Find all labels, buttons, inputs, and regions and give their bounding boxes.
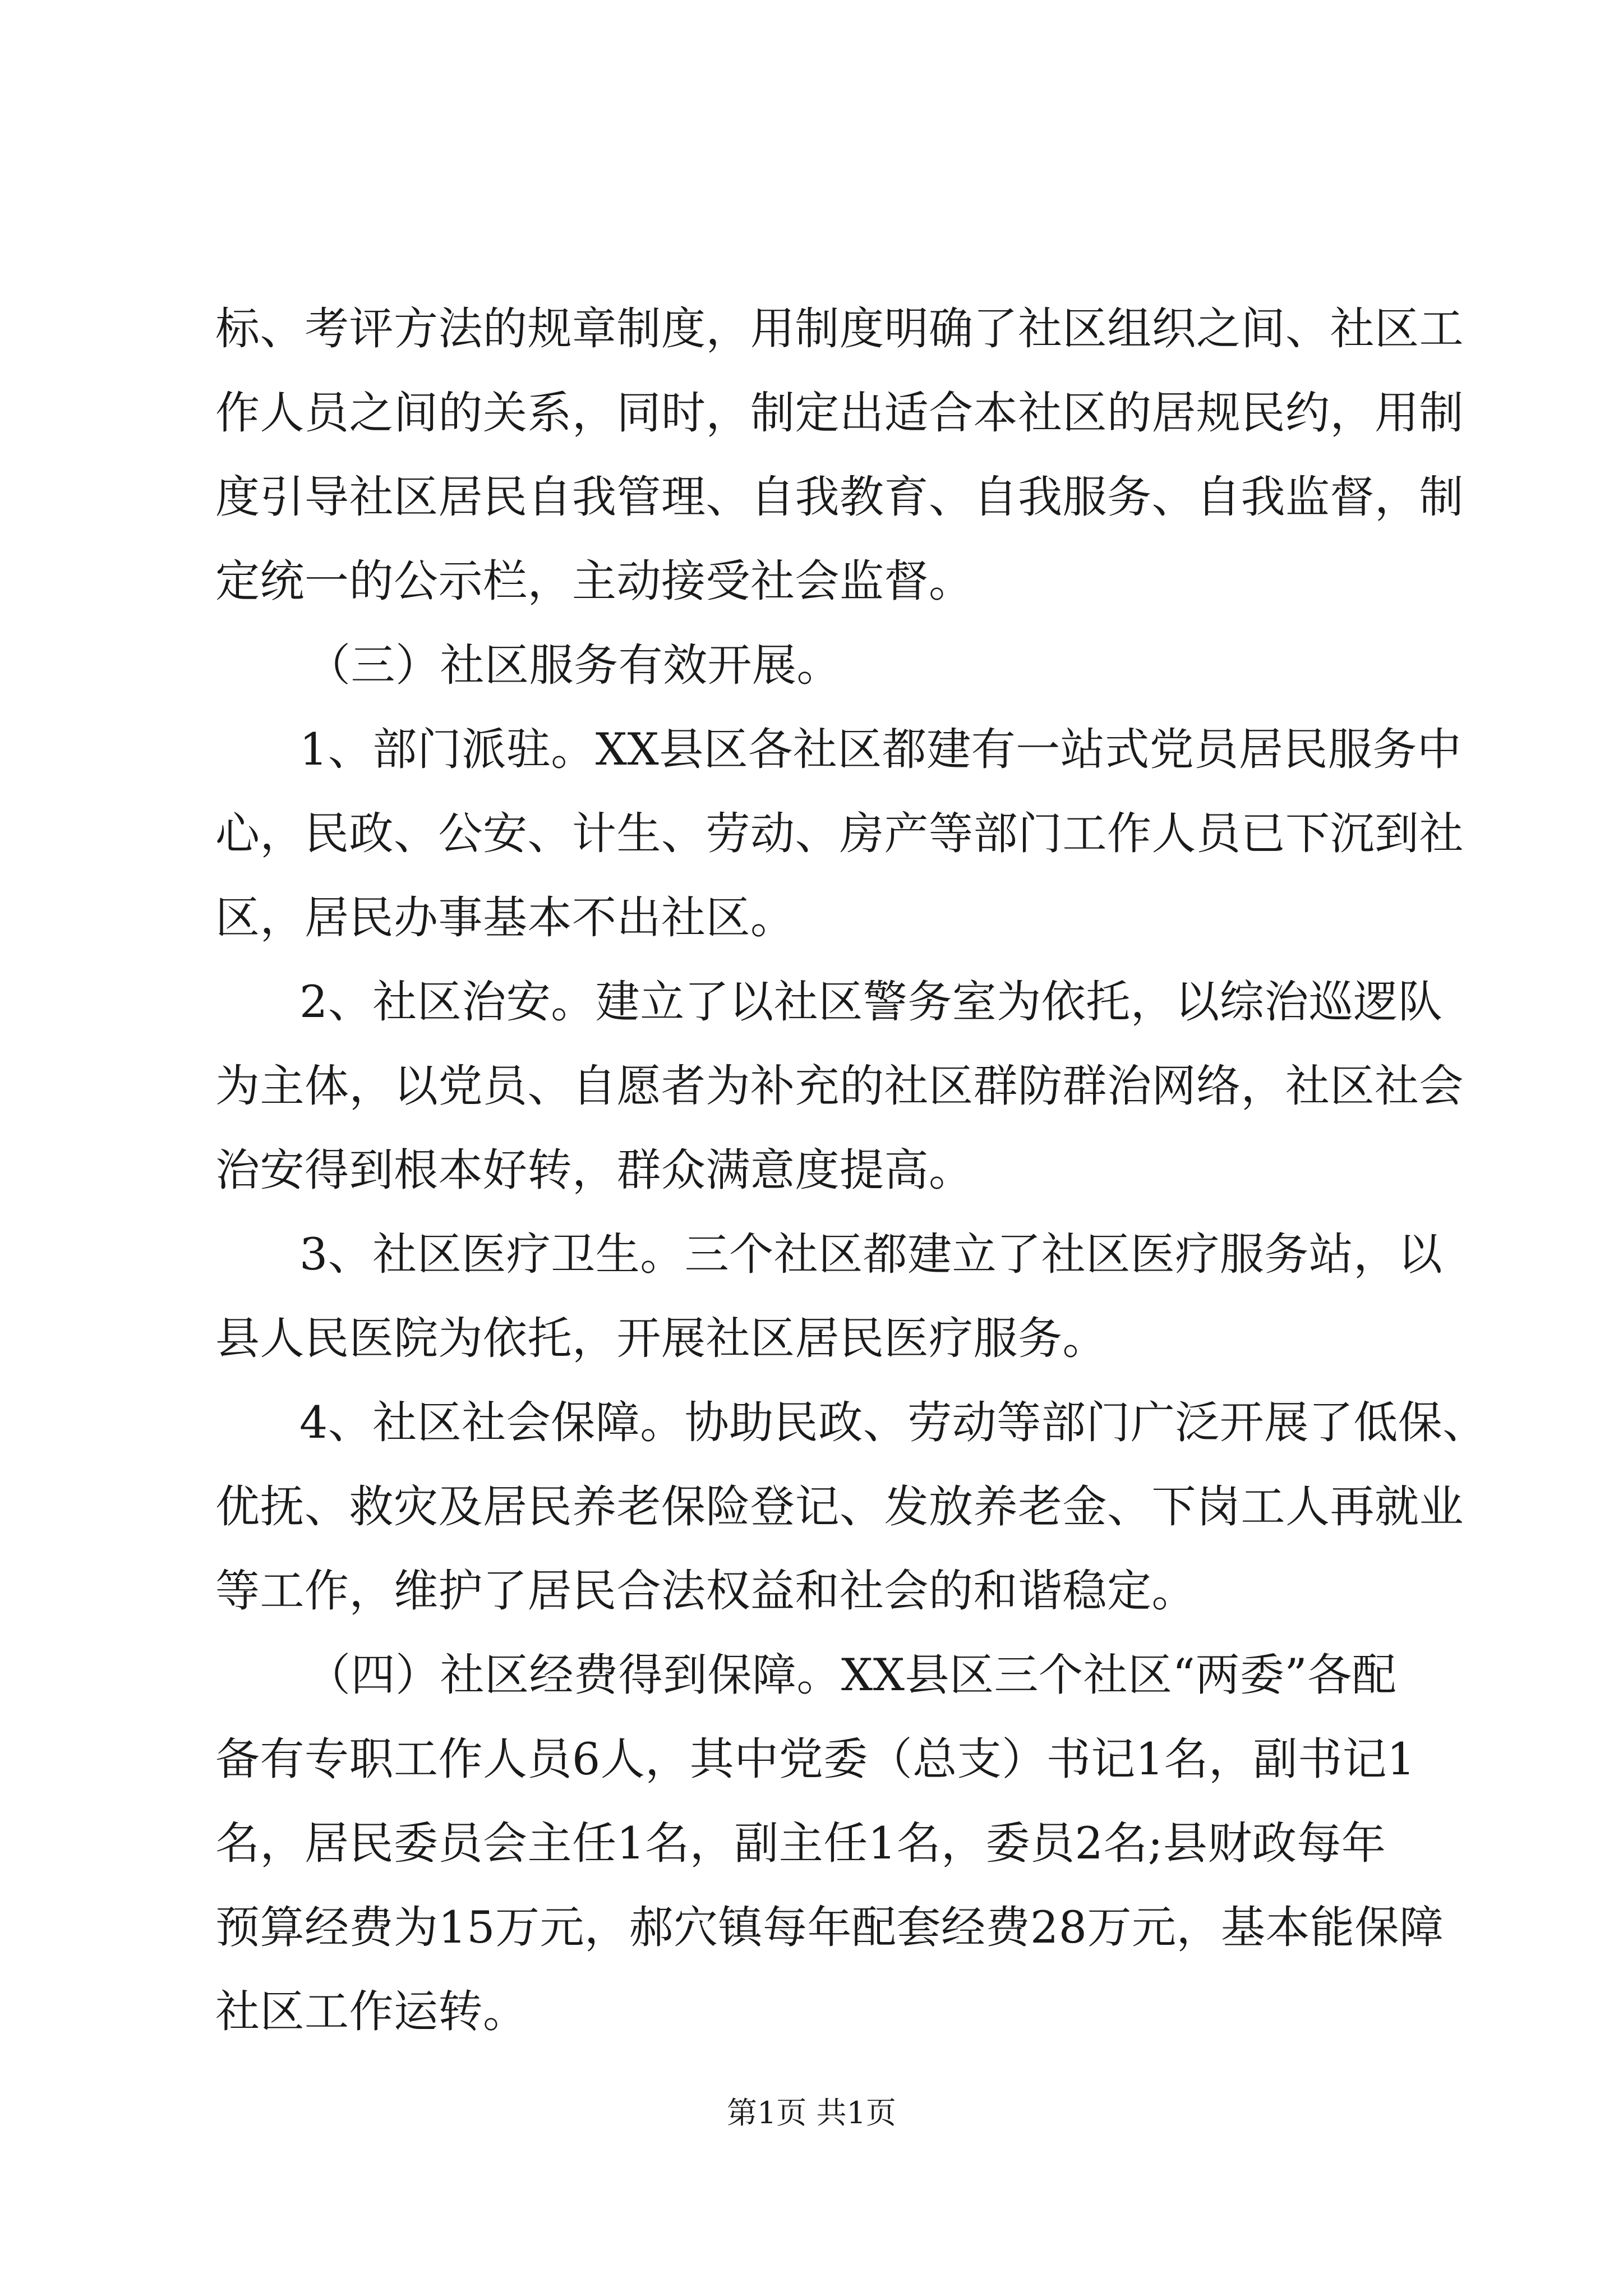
section-4-line-2: 备有专职工作人员6人，其中党委（总支）书记1名，副书记1 [215, 1733, 1415, 1785]
section-4-line-4: 预算经费为15万元，郝穴镇每年配套经费28万元，基本能保障 [215, 1902, 1444, 1953]
page-number-footer: 第1页 共1页 [727, 2095, 896, 2131]
list-item-3-line-1: 3、社区医疗卫生。三个社区都建立了社区医疗服务站，以 [299, 1228, 1443, 1280]
body-line-1: 标、考评方法的规章制度，用制度明确了社区组织之间、社区工 [215, 303, 1464, 355]
list-item-1-line-3: 区，居民办事基本不出社区。 [215, 892, 795, 944]
list-item-2-line-3: 治安得到根本好转，群众满意度提高。 [215, 1144, 974, 1196]
section-4-line-1: （四）社区经费得到保障。XX县区三个社区“两委”各配 [306, 1649, 1397, 1701]
list-item-4-line-1: 4、社区社会保障。协助民政、劳动等部门广泛开展了低保、 [299, 1397, 1487, 1448]
list-item-1-line-2: 心，民政、公安、计生、劳动、房产等部门工作人员已下沉到社 [215, 808, 1464, 859]
body-line-3: 度引导社区居民自我管理、自我教育、自我服务、自我监督，制 [215, 471, 1464, 523]
list-item-3-line-2: 县人民医院为依托，开展社区居民医疗服务。 [215, 1313, 1107, 1364]
list-item-1-line-1: 1、部门派驻。XX县区各社区都建有一站式党员居民服务中 [299, 724, 1462, 775]
section-heading-3: （三）社区服务有效开展。 [306, 639, 841, 691]
section-4-line-3: 名，居民委员会主任1名，副主任1名，委员2名;县财政每年 [215, 1818, 1386, 1869]
list-item-2-line-2: 为主体，以党员、自愿者为补充的社区群防群治网络，社区社会 [215, 1060, 1464, 1112]
list-item-4-line-2: 优抚、救灾及居民养老保险登记、发放养老金、下岗工人再就业 [215, 1481, 1464, 1533]
body-line-4: 定统一的公示栏，主动接受社会监督。 [215, 555, 974, 607]
list-item-2-line-1: 2、社区治安。建立了以社区警务室为依托，以综治巡逻队 [299, 976, 1443, 1028]
section-4-line-5: 社区工作运转。 [215, 1986, 528, 2037]
list-item-4-line-3: 等工作，维护了居民合法权益和社会的和谐稳定。 [215, 1565, 1196, 1617]
body-line-2: 作人员之间的关系，同时，制定出适合本社区的居规民约，用制 [215, 387, 1464, 439]
